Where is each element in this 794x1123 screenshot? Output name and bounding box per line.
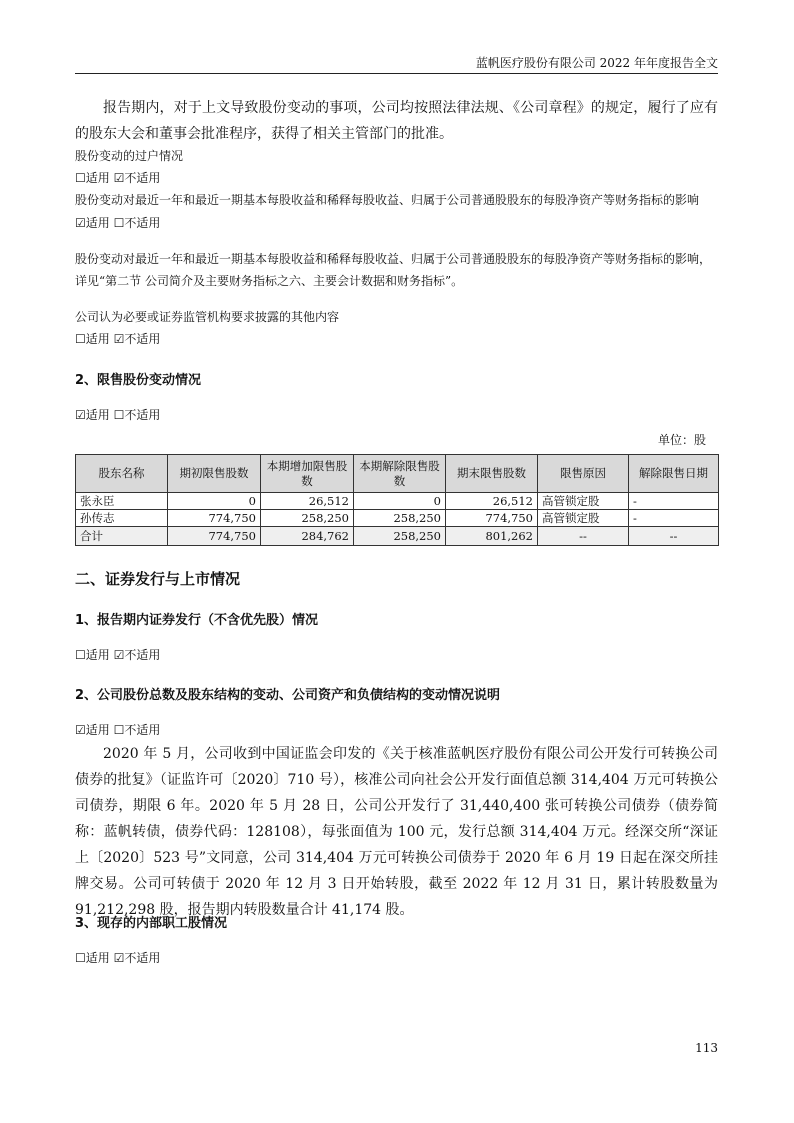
cell: 高管锁定股 <box>538 493 629 510</box>
cell: 26,512 <box>261 493 354 510</box>
restricted-heading: 2、限售股份变动情况 <box>75 373 202 388</box>
cell: 张永臣 <box>76 493 168 510</box>
structure-applicability: ☑适用 ☐不适用 <box>75 723 161 737</box>
cell: -- <box>629 527 719 546</box>
cell: 284,762 <box>261 527 354 546</box>
cell: 774,750 <box>168 527 261 546</box>
cell: 258,250 <box>261 510 354 527</box>
cell: 孙传志 <box>76 510 168 527</box>
employee-applicability: ☐适用 ☑不适用 <box>75 951 161 965</box>
table-row <box>76 510 719 527</box>
unit-label: 单位：股 <box>657 433 706 447</box>
issuance-applicability: ☐适用 ☑不适用 <box>75 648 161 662</box>
intro-paragraph: 报告期内，对于上文导致股份变动的事项，公司均按照法律法规、《公司章程》的规定，履行了应有的股东大会和董事会批准程序，获得了相关主管部门的批准。 <box>75 100 718 142</box>
cell: 0 <box>354 493 446 510</box>
cell: 774,750 <box>446 510 538 527</box>
col-header: 股东名称 <box>76 455 168 493</box>
cell: -- <box>538 527 629 546</box>
issuance-heading: 1、报告期内证券发行（不含优先股）情况 <box>75 613 319 628</box>
cell: 合计 <box>76 527 168 546</box>
table-row <box>76 493 719 510</box>
section-heading: 二、证券发行与上市情况 <box>75 570 241 588</box>
cell: - <box>629 493 719 510</box>
restricted-shares-table <box>75 454 719 546</box>
cell: - <box>629 510 719 527</box>
impact-label: 股份变动对最近一年和最近一期基本每股收益和稀释每股收益、归属于公司普通股股东的每股净资产等财务指标的影响 <box>75 193 700 207</box>
transfer-applicability: ☐适用 ☑不适用 <box>75 171 161 185</box>
col-header: 本期解除限售股数 <box>354 455 446 493</box>
structure-paragraph: 2020 年 5 月，公司收到中国证监会印发的《关于核准蓝帆医疗股份有限公司公开发行可转换公司债券的批复》（证监许可〔2020〕710 号），核准公司向社会公开发行面值总额 314,404 万元可转换公司债券，期限 6 年。2020 年 5 月 28 日，公司公开发行了 31,440,400 张可转换公司债券（债券简称：蓝帆转债，债券代码：128108），每张面值为 100 元，发行总额 314,404 万元。经深交所“深证上〔2020〕523 号”文同意，公司 314,404 万元可转换公司债券于 2020 年 6 月 19 日起在深交所挂牌交易。公司可转债于 2020 年 12 月 3 日开始转股，截至 2022 年 12 月 31 日，累计转股数量为 91,212,298 股，报告期内转股数量合计 41,174 股。 <box>75 746 718 918</box>
col-header: 期初限售股数 <box>168 455 261 493</box>
other-applicability: ☐适用 ☑不适用 <box>75 332 161 346</box>
impact-applicability: ☑适用 ☐不适用 <box>75 216 161 230</box>
header-rule <box>75 73 718 74</box>
running-header: 蓝帆医疗股份有限公司 2022 年年度报告全文 <box>475 56 718 70</box>
col-header: 本期增加限售股数 <box>261 455 354 493</box>
col-header: 期末限售股数 <box>446 455 538 493</box>
restricted-applicability: ☑适用 ☐不适用 <box>75 408 161 422</box>
structure-heading: 2、公司股份总数及股东结构的变动、公司资产和负债结构的变动情况说明 <box>75 688 501 703</box>
page-number: 113 <box>695 1041 718 1055</box>
impact-text: 股份变动对最近一年和最近一期基本每股收益和稀释每股收益、归属于公司普通股股东的每股净资产等财务指标的影响，详见“第二节 公司简介及主要财务指标之六、主要会计数据和财务指标”。 <box>75 252 712 288</box>
cell: 26,512 <box>446 493 538 510</box>
cell: 258,250 <box>354 527 446 546</box>
table-header-row <box>76 455 719 493</box>
employee-heading: 3、现存的内部职工股情况 <box>75 916 228 931</box>
table-total-row <box>76 527 719 546</box>
col-header: 解除限售日期 <box>629 455 719 493</box>
cell: 0 <box>168 493 261 510</box>
cell: 774,750 <box>168 510 261 527</box>
cell: 801,262 <box>446 527 538 546</box>
transfer-label: 股份变动的过户情况 <box>75 149 184 163</box>
cell: 高管锁定股 <box>538 510 629 527</box>
col-header: 限售原因 <box>538 455 629 493</box>
cell: 258,250 <box>354 510 446 527</box>
other-label: 公司认为必要或证券监管机构要求披露的其他内容 <box>75 310 340 324</box>
